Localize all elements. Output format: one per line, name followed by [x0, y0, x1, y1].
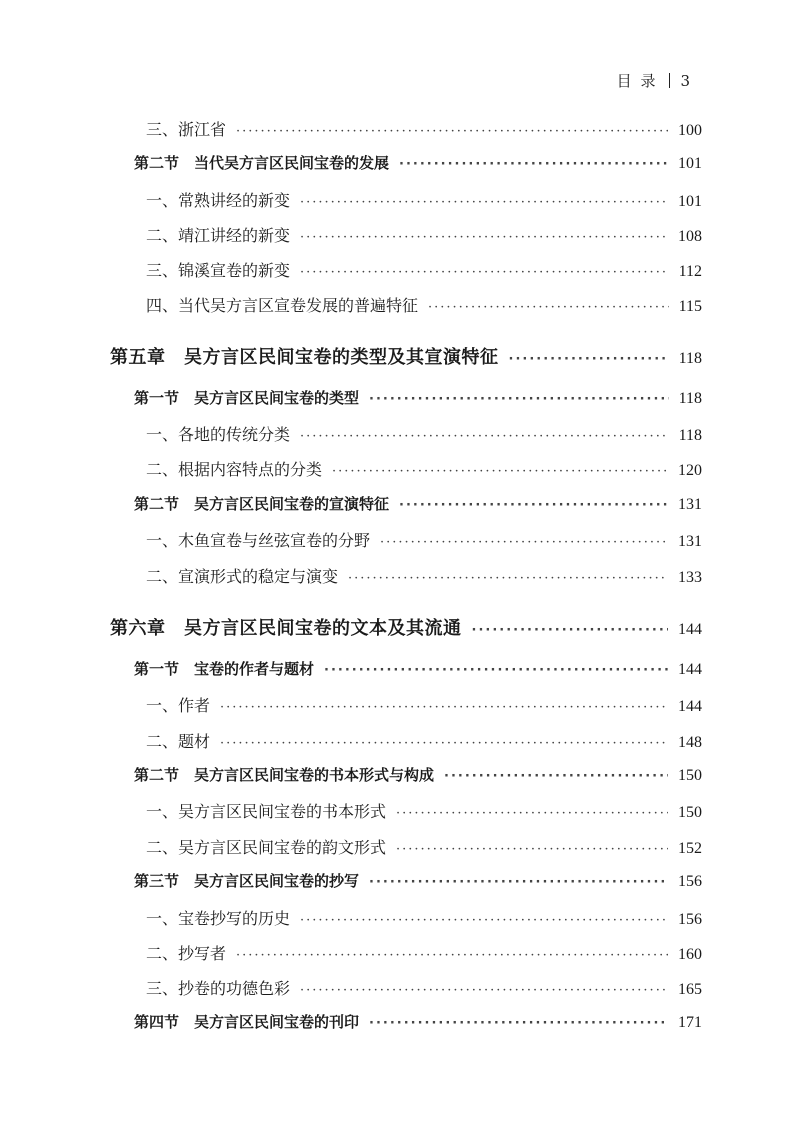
header-label: 目 录 [616, 72, 658, 90]
toc-entry-section [134, 870, 702, 891]
toc-entry-item [146, 223, 702, 246]
toc-entry-title: 第一节 宝卷的作者与题材 [134, 660, 315, 678]
dot-leader [300, 429, 669, 444]
toc-entry-page: 115 [678, 298, 702, 315]
toc-entry-section [134, 1011, 702, 1032]
toc-entry-title: 二、根据内容特点的分类 [146, 460, 323, 479]
toc-entry-section [134, 658, 702, 679]
dot-leader [509, 352, 669, 367]
dot-leader [300, 983, 668, 998]
toc-entry-page: 131 [678, 533, 702, 550]
dot-leader [332, 464, 668, 479]
toc-entry-page: 108 [678, 228, 702, 245]
toc-entry-page: 133 [678, 569, 702, 586]
toc-entry-page: 150 [678, 767, 702, 784]
toc-entry-page: 156 [678, 873, 702, 890]
toc-entry-title: 二、宣演形式的稳定与演变 [146, 567, 339, 586]
toc-entry-chapter [110, 343, 702, 369]
toc-entry-page: 131 [678, 496, 702, 513]
toc-entry-page: 165 [678, 981, 702, 998]
toc-entry-page: 101 [678, 155, 702, 172]
toc-entry-title: 第四节 吴方言区民间宝卷的刊印 [134, 1013, 360, 1031]
toc-entry-page: 144 [678, 698, 702, 715]
toc-entry-title: 一、作者 [146, 696, 211, 715]
toc-entry-page: 112 [678, 263, 702, 280]
toc-entry-title: 三、锦溪宣卷的新变 [146, 261, 291, 280]
toc-entry-page: 118 [678, 390, 702, 407]
dot-leader [324, 663, 668, 678]
dot-leader [236, 124, 668, 139]
toc-entry-title: 一、宝卷抄写的历史 [146, 909, 291, 928]
toc-entry-item [146, 799, 702, 822]
toc-entry-page: 118 [678, 427, 702, 444]
dot-leader [472, 623, 669, 638]
toc-entry-item [146, 457, 702, 480]
dot-leader [348, 571, 668, 586]
toc-entry-title: 三、浙江省 [146, 120, 227, 139]
dot-leader [300, 195, 668, 210]
toc-entry-title: 一、常熟讲经的新变 [146, 191, 291, 210]
toc-entry-page: 144 [678, 621, 702, 638]
toc-entry-title: 四、当代吴方言区宣卷发展的普遍特征 [146, 296, 419, 315]
dot-leader [396, 842, 668, 857]
toc-entry-title: 三、抄卷的功德色彩 [146, 979, 291, 998]
toc-entry-title: 第五章 吴方言区民间宝卷的类型及其宣演特征 [110, 347, 499, 368]
toc-entry-title: 二、吴方言区民间宝卷的韵文形式 [146, 838, 387, 857]
toc-entry-title: 二、靖江讲经的新变 [146, 226, 291, 245]
dot-leader [399, 498, 668, 513]
dot-leader [369, 392, 669, 407]
toc-entry-title: 第一节 吴方言区民间宝卷的类型 [134, 389, 360, 407]
toc-entry-page: 120 [678, 462, 702, 479]
toc-entry-section [134, 387, 702, 408]
toc-entry-page: 152 [678, 840, 702, 857]
toc-entry-item [146, 422, 702, 445]
toc-entry-page: 156 [678, 911, 702, 928]
toc-entry-title: 一、各地的传统分类 [146, 425, 291, 444]
running-header [617, 70, 692, 91]
toc-entry-item [146, 564, 702, 587]
toc-entry-page: 118 [678, 350, 702, 367]
toc-entry-chapter [110, 614, 702, 640]
toc-entry-title: 第二节 吴方言区民间宝卷的宣演特征 [134, 495, 390, 513]
toc-entry-page: 160 [678, 946, 702, 963]
toc-entry-item [146, 941, 702, 964]
dot-leader [236, 948, 668, 963]
toc-entry-page: 148 [678, 734, 702, 751]
toc-entry-title: 二、抄写者 [146, 944, 227, 963]
header-divider [669, 73, 670, 88]
toc-entry-title: 第六章 吴方言区民间宝卷的文本及其流通 [110, 618, 462, 639]
toc-entry-page: 144 [678, 661, 702, 678]
dot-leader [220, 736, 668, 751]
toc-entry-item [146, 693, 702, 716]
header-page-number: 3 [680, 71, 692, 90]
dot-leader [300, 913, 668, 928]
toc-entry-item [146, 188, 702, 211]
toc-entry-title: 一、吴方言区民间宝卷的书本形式 [146, 802, 387, 821]
toc-entry-section [134, 152, 702, 173]
dot-leader [380, 535, 668, 550]
toc-entry-item [146, 293, 702, 316]
dot-leader [300, 230, 668, 245]
dot-leader [399, 157, 668, 172]
dot-leader [369, 875, 668, 890]
dot-leader [444, 769, 668, 784]
toc-entry-item [146, 906, 702, 929]
toc-entry-item [146, 117, 702, 140]
toc-entry-title: 二、题材 [146, 732, 211, 751]
toc-entry-page: 101 [678, 193, 702, 210]
dot-leader [300, 265, 669, 280]
toc-entry-title: 第三节 吴方言区民间宝卷的抄写 [134, 872, 360, 890]
dot-leader [220, 700, 668, 715]
dot-leader [428, 300, 669, 315]
toc-entry-page: 171 [678, 1014, 702, 1031]
toc-entry-page: 100 [678, 122, 702, 139]
toc-entry-page: 150 [678, 804, 702, 821]
toc-entry-item [146, 258, 702, 281]
toc-entry-item [146, 835, 702, 858]
toc-entry-item [146, 729, 702, 752]
dot-leader [369, 1016, 668, 1031]
toc-entry-title: 一、木鱼宣卷与丝弦宣卷的分野 [146, 531, 371, 550]
toc-entry-title: 第二节 当代吴方言区民间宝卷的发展 [134, 154, 390, 172]
toc-entry-item [146, 976, 702, 999]
toc-entry-item [146, 528, 702, 551]
dot-leader [396, 806, 668, 821]
toc-entry-title: 第二节 吴方言区民间宝卷的书本形式与构成 [134, 766, 435, 784]
toc-entry-section [134, 493, 702, 514]
toc-entry-section [134, 764, 702, 785]
